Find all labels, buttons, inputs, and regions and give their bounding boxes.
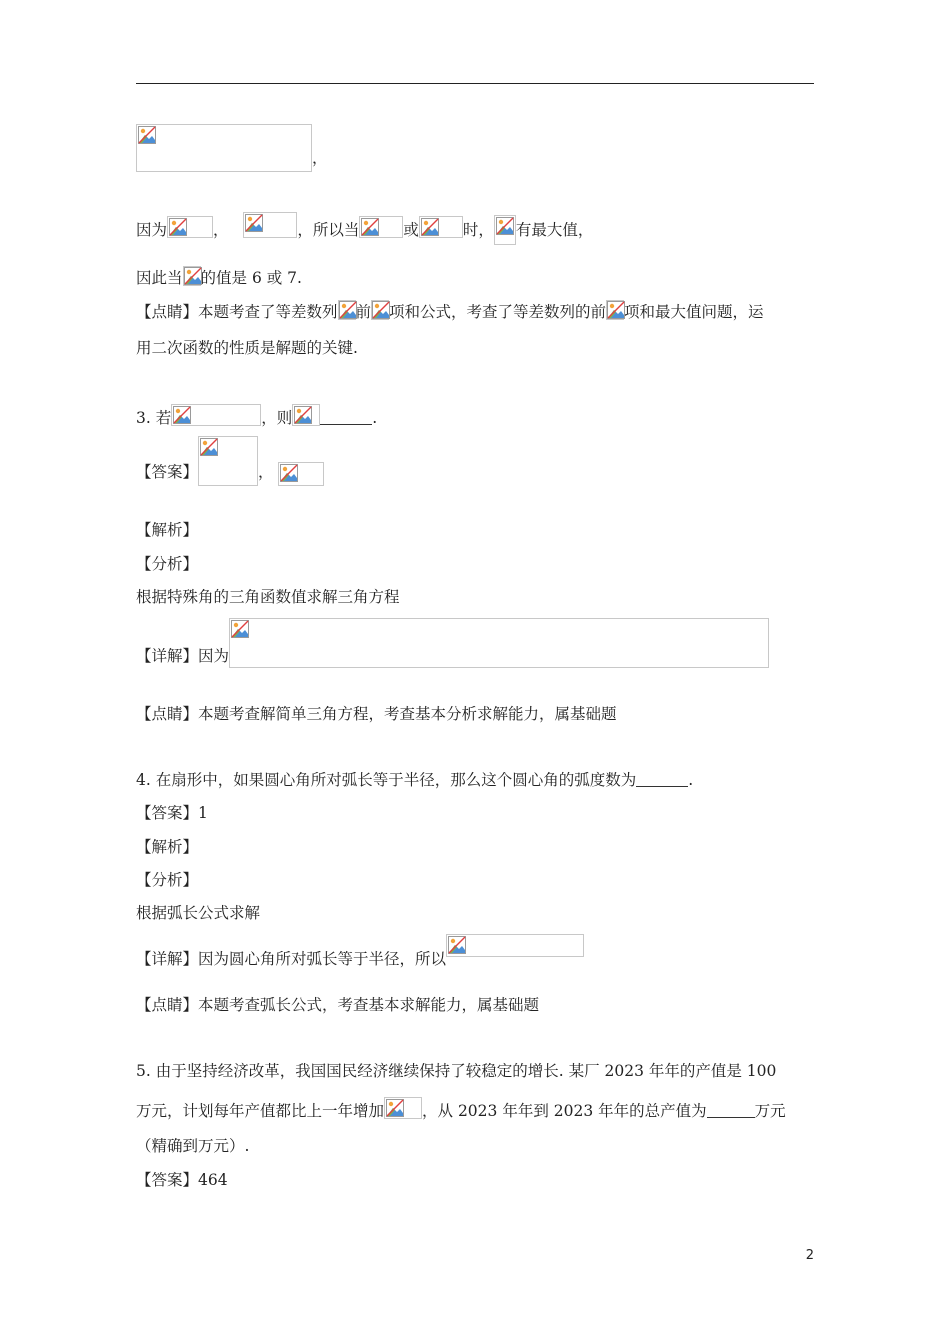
header-rule xyxy=(136,83,814,84)
broken-image-icon xyxy=(294,406,312,424)
formula-image xyxy=(419,216,463,238)
formula-image xyxy=(446,934,584,957)
answer-blank xyxy=(707,1103,755,1118)
broken-image-icon xyxy=(607,301,625,319)
q3-method: 根据特殊角的三角函数值求解三角方程 xyxy=(136,588,400,606)
broken-image-icon xyxy=(245,214,263,232)
q3-answer: 【答案】 ， xyxy=(136,436,324,486)
broken-image-icon xyxy=(448,936,466,954)
q4-answer: 【答案】1 xyxy=(136,804,208,822)
question-5-line-2: 万元，计划每年产值都比上一年增加 ，从 2023 年年到 2023 年年的总产值为 万元 xyxy=(136,1097,786,1121)
q4-method: 根据弧长公式求解 xyxy=(136,904,261,922)
paragraph-line-5: 用二次函数的性质是解题的关键. xyxy=(136,339,358,357)
formula-line-1: ， xyxy=(136,124,328,172)
q4-detail: 【详解】因为圆心角所对弧长等于半径，所以 xyxy=(136,934,584,957)
q4-note: 【点睛】本题考查弧长公式，考查基本求解能力，属基础题 xyxy=(136,996,540,1014)
q3-note: 【点睛】本题考查解简单三角方程，考查基本分析求解能力，属基础题 xyxy=(136,705,617,723)
broken-image-icon xyxy=(386,1099,404,1117)
q4-fenxi-label: 【分析】 xyxy=(136,871,199,889)
formula-image xyxy=(243,212,297,238)
formula-image xyxy=(183,266,201,286)
broken-image-icon xyxy=(372,301,390,319)
paragraph-line-4: 【点睛】本题考查了等差数列 前 项和公式，考查了等差数列的前 项和最大值问题，运 xyxy=(136,300,764,322)
formula-image xyxy=(338,300,356,320)
formula-image xyxy=(229,618,769,668)
broken-image-icon xyxy=(200,438,218,456)
broken-image-icon xyxy=(173,406,191,424)
broken-image-icon xyxy=(421,218,439,236)
question-5-line-3: （精确到万元）. xyxy=(136,1137,250,1155)
formula-image xyxy=(494,215,516,245)
broken-image-icon xyxy=(138,126,156,144)
broken-image-icon xyxy=(361,218,379,236)
question-4: 4. 在扇形中，如果圆心角所对弧长等于半径，那么这个圆心角的弧度数为 . xyxy=(136,771,694,789)
broken-image-icon xyxy=(184,267,202,285)
formula-image xyxy=(171,404,261,426)
broken-image-icon xyxy=(280,464,298,482)
formula-image xyxy=(167,216,213,238)
q3-detail: 【详解】因为 xyxy=(136,618,769,668)
q5-answer: 【答案】464 xyxy=(136,1171,228,1189)
broken-image-icon xyxy=(496,217,514,235)
q3-analysis-label: 【解析】 xyxy=(136,521,199,539)
formula-image xyxy=(384,1097,422,1119)
formula-image xyxy=(359,216,403,238)
paragraph-line-2: 因为 ， ，所以当 或 时， 有最大值， xyxy=(136,212,593,245)
answer-blank xyxy=(636,772,688,787)
formula-image xyxy=(198,436,258,486)
question-3: 3. 若 ，则 . xyxy=(136,404,377,428)
formula-image xyxy=(136,124,312,172)
formula-image xyxy=(292,404,320,426)
q3-fenxi-label: 【分析】 xyxy=(136,555,199,573)
question-5-line-1: 5. 由于坚持经济改革，我国国民经济继续保持了较稳定的增长. 某厂 2023 年年的产值是 100 xyxy=(136,1062,777,1080)
broken-image-icon xyxy=(169,218,187,236)
formula-image xyxy=(606,300,624,320)
answer-blank xyxy=(320,410,372,425)
broken-image-icon xyxy=(339,301,357,319)
broken-image-icon xyxy=(231,620,249,638)
formula-image xyxy=(278,462,324,486)
page-number: 2 xyxy=(805,1248,814,1263)
q4-analysis-label: 【解析】 xyxy=(136,838,199,856)
formula-image xyxy=(371,300,389,320)
paragraph-line-3: 因此当 的值是 6 或 7. xyxy=(136,266,302,288)
